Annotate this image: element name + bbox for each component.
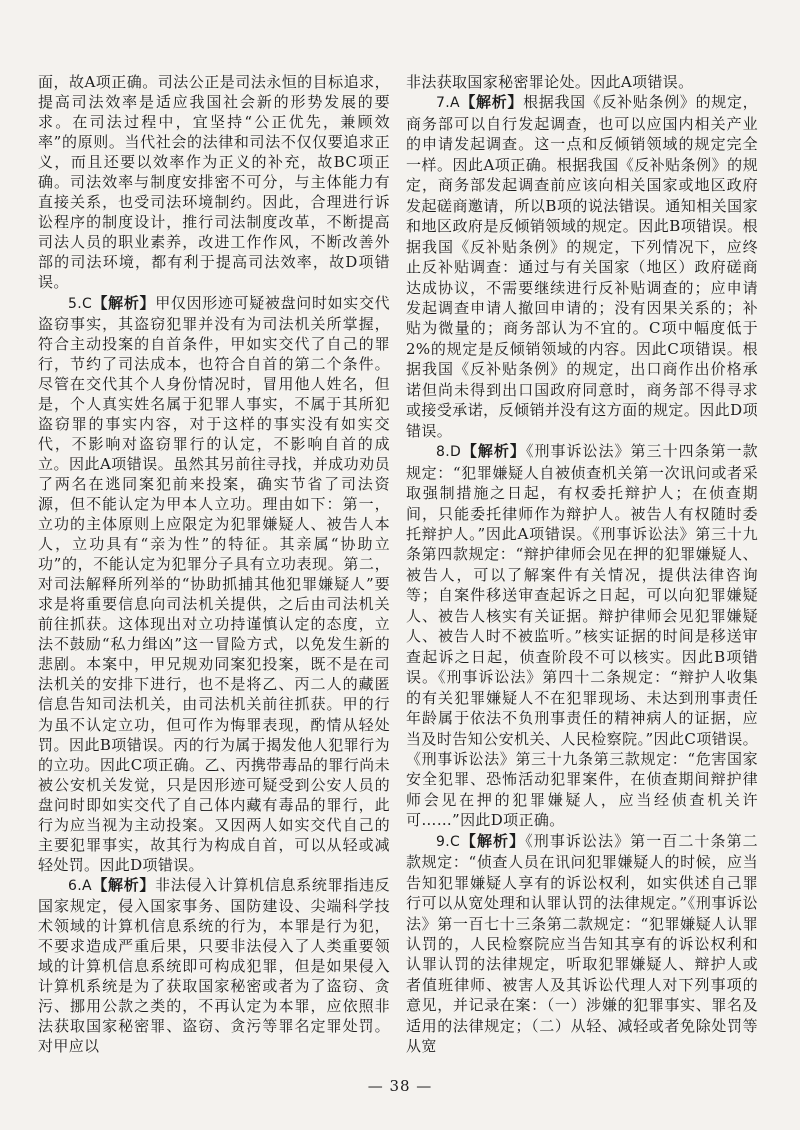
analysis-tag: 【解析】: [460, 93, 524, 112]
analysis-tag: 【解析】: [460, 831, 526, 850]
question-number: 8.D: [436, 444, 462, 461]
paragraph-continued: 面，故A项正确。司法公正是司法永恒的目标追求，提高司法效率是适应我国社会新的形势发展的要求。在司法过程中，宜坚持“公正优先，兼顾效率”的原则。当代社会的法律和司法不仅仅要追求正义，而且还要以效率作为正义的补充，故BC项正确。司法效率与制度安排密不可分，与主体能力有直接关系，也受司法环境制约。因此，合理进行诉讼程序的制度设计，推行司法制度改革，不断提高司法人员的职业素养，改进工作作风，不断改善外部的司法环境，都有利于提高司法效率，故D项错误。: [38, 73, 390, 292]
analysis-text: 《刑事诉讼法》第一百二十条第二款规定：“侦查人员在讯问犯罪嫌疑人的时候，应当告知犯罪嫌疑人享有的诉讼权利，如实供述自己罪行可以从宽处理和认罪认罚的法律规定。”《刑事诉讼法》第一百七十三条第二款规定：“犯罪嫌疑人认罪认罚的，人民检察院应当告知其享有的诉讼权利和认罪认罚的法律规定，听取犯罪嫌疑人、辩护人或者值班律师、被害人及其诉讼代理人对下列事项的意见，并记录在案：（一）涉嫌的犯罪事实、罪名及适用的法律规定；（二）从轻、减轻或者免除处罚等从宽: [406, 831, 758, 1056]
analysis-tag: 【解析】: [92, 875, 156, 894]
analysis-text: 非法侵入计算机信息系统罪指违反国家规定，侵入国家事务、国防建设、尖端科学技术领域的计算机信息系统的行为，本罪是行为犯，不要求造成严重后果，只要非法侵入了人类重要领域的计算机信息系统即可构成犯罪，但是如果侵入计算机系统是为了获取国家秘密或者为了盗窃、贪污、挪用公款之类的，不再认定为本罪，应依照非法获取国家秘密罪、盗窃、贪污等罪名定罪处罚。对甲应以: [38, 875, 390, 1056]
paragraph-continued: 非法获取国家秘密罪论处。因此A项错误。: [406, 73, 694, 91]
question-number: 9.C: [436, 833, 461, 850]
page-number: — 38 —: [367, 1077, 433, 1095]
analysis-tag: 【解析】: [461, 442, 526, 461]
analysis-text: 甲仅因形迹可疑被盘问时如实交代盗窃事实，其盗窃犯罪并没有为司法机关所掌握，符合主动投案的自首条件，甲如实交代了自己的罪行，节约了司法成本，也符合自首的第二个条件。尽管在交代其个人身份情况时，冒用他人姓名，但是，个人真实姓名属于犯罪人事实，不属于其所犯盗窃罪的事实内容，对于这样的事实没有如实交代，不影响对盗窃罪行的认定，不影响自首的成立。因此A项错误。虽然其另前往寻找，并成功劝员了两名在逃同案犯前来投案，确实节省了司法资源，但不能认定为甲本人立功。理由如下：第一，立功的主体原则上应限定为犯罪嫌疑人、被告人本人，立功具有“亲为性”的特征。其亲属“协助立功”的，不能认定为犯罪分子具有立功表现。第二，对司法解释所列举的“协助抓捕其他犯罪嫌疑人”要求是将重要信息向司法机关提供，之后由司法机关前往抓获。这体现出对立功持谨慎认定的态度，立法不鼓励“私力缉凶”这一冒险方式，以免发生新的悲剧。本案中，甲兄规劝同案犯投案，既不是在司法机关的安排下进行，也不是将乙、丙二人的藏匿信息告知司法机关，由司法机关前往抓获。甲的行为虽不认定立功，但可作为悔罪表现，酌情从轻处罚。因此B项错误。丙的行为属于揭发他人犯罪行为的立功。因此C项正确。乙、丙携带毒品的罪行尚未被公安机关发觉，只是因形迹可疑受到公安人员的盘问时即如实交代了自己体内藏有毒品的罪行，此行为应当视为主动投案。又因两人如实交代自己的主要犯罪事实，故其行为构成自首，可以从轻或减轻处罚。因此D项错误。: [38, 293, 390, 874]
question-number: 5.C: [68, 295, 93, 312]
left-column: [38, 72, 390, 1056]
question-number: 6.A: [68, 877, 92, 894]
answer-6: [38, 875, 390, 1056]
answer-7: [406, 92, 758, 441]
answer-9: [406, 831, 758, 1057]
answer-8: [406, 441, 758, 831]
analysis-tag: 【解析】: [92, 293, 156, 312]
right-column: [406, 72, 758, 1057]
question-number: 7.A: [436, 95, 460, 112]
analysis-text: 根据我国《反补贴条例》的规定，商务部可以自行发起调查，也可以应国内相关产业的申请发起调查。这一点和反倾销领域的规定完全一样。因此A项正确。根据我国《反补贴条例》的规定，商务部发起调查前应该向相关国家或地区政府发起磋商邀请，所以B项的说法错误。通知相关国家和地区政府是反倾销领域的规定。因此B项错误。根据我国《反补贴条例》的规定，下列情况下，应终止反补贴调查：通过与有关国家（地区）政府磋商达成协议，不需要继续进行反补贴调查的；应申请发起调查申请人撤回申请的；没有因果关系的；补贴为微量的；商务部认为不宜的。C项中幅度低于2%的规定是反倾销领域的内容。因此C项错误。根据我国《反补贴条例》的规定，出口商作出价格承诺但尚未得到出口国政府同意时，商务部不得寻求或接受承诺，反倾销并没有这方面的规定。因此D项错误。: [406, 93, 758, 440]
analysis-text: 《刑事诉讼法》第三十四条第一款规定：“犯罪嫌疑人自被侦查机关第一次讯问或者采取强制措施之日起，有权委托辩护人；在侦查期间，只能委托律师作为辩护人。被告人有权随时委托辩护人。”因此A项错误。《刑事诉讼法》第三十九条第四款规定：“辩护律师会见在押的犯罪嫌疑人、被告人，可以了解案件有关情况，提供法律咨询等；自案件移送审查起诉之日起，可以向犯罪嫌疑人、被告人核实有关证据。辩护律师会见犯罪嫌疑人、被告人时不被监听。”核实证据的时间是移送审查起诉之日起，侦查阶段不可以核实。因此B项错误。《刑事诉讼法》第四十二条规定：“辩护人收集的有关犯罪嫌疑人不在犯罪现场、未达到刑事责任年龄属于依法不负刑事责任的精神病人的证据，应当及时告知公安机关、人民检察院。”因此C项错误。《刑事诉讼法》第三十九条第三款规定：“危害国家安全犯罪、恐怖活动犯罪案件，在侦查期间辩护律师会见在押的犯罪嫌疑人，应当经侦查机关许可……”因此D项正确。: [406, 442, 758, 830]
answer-5: [38, 293, 390, 875]
